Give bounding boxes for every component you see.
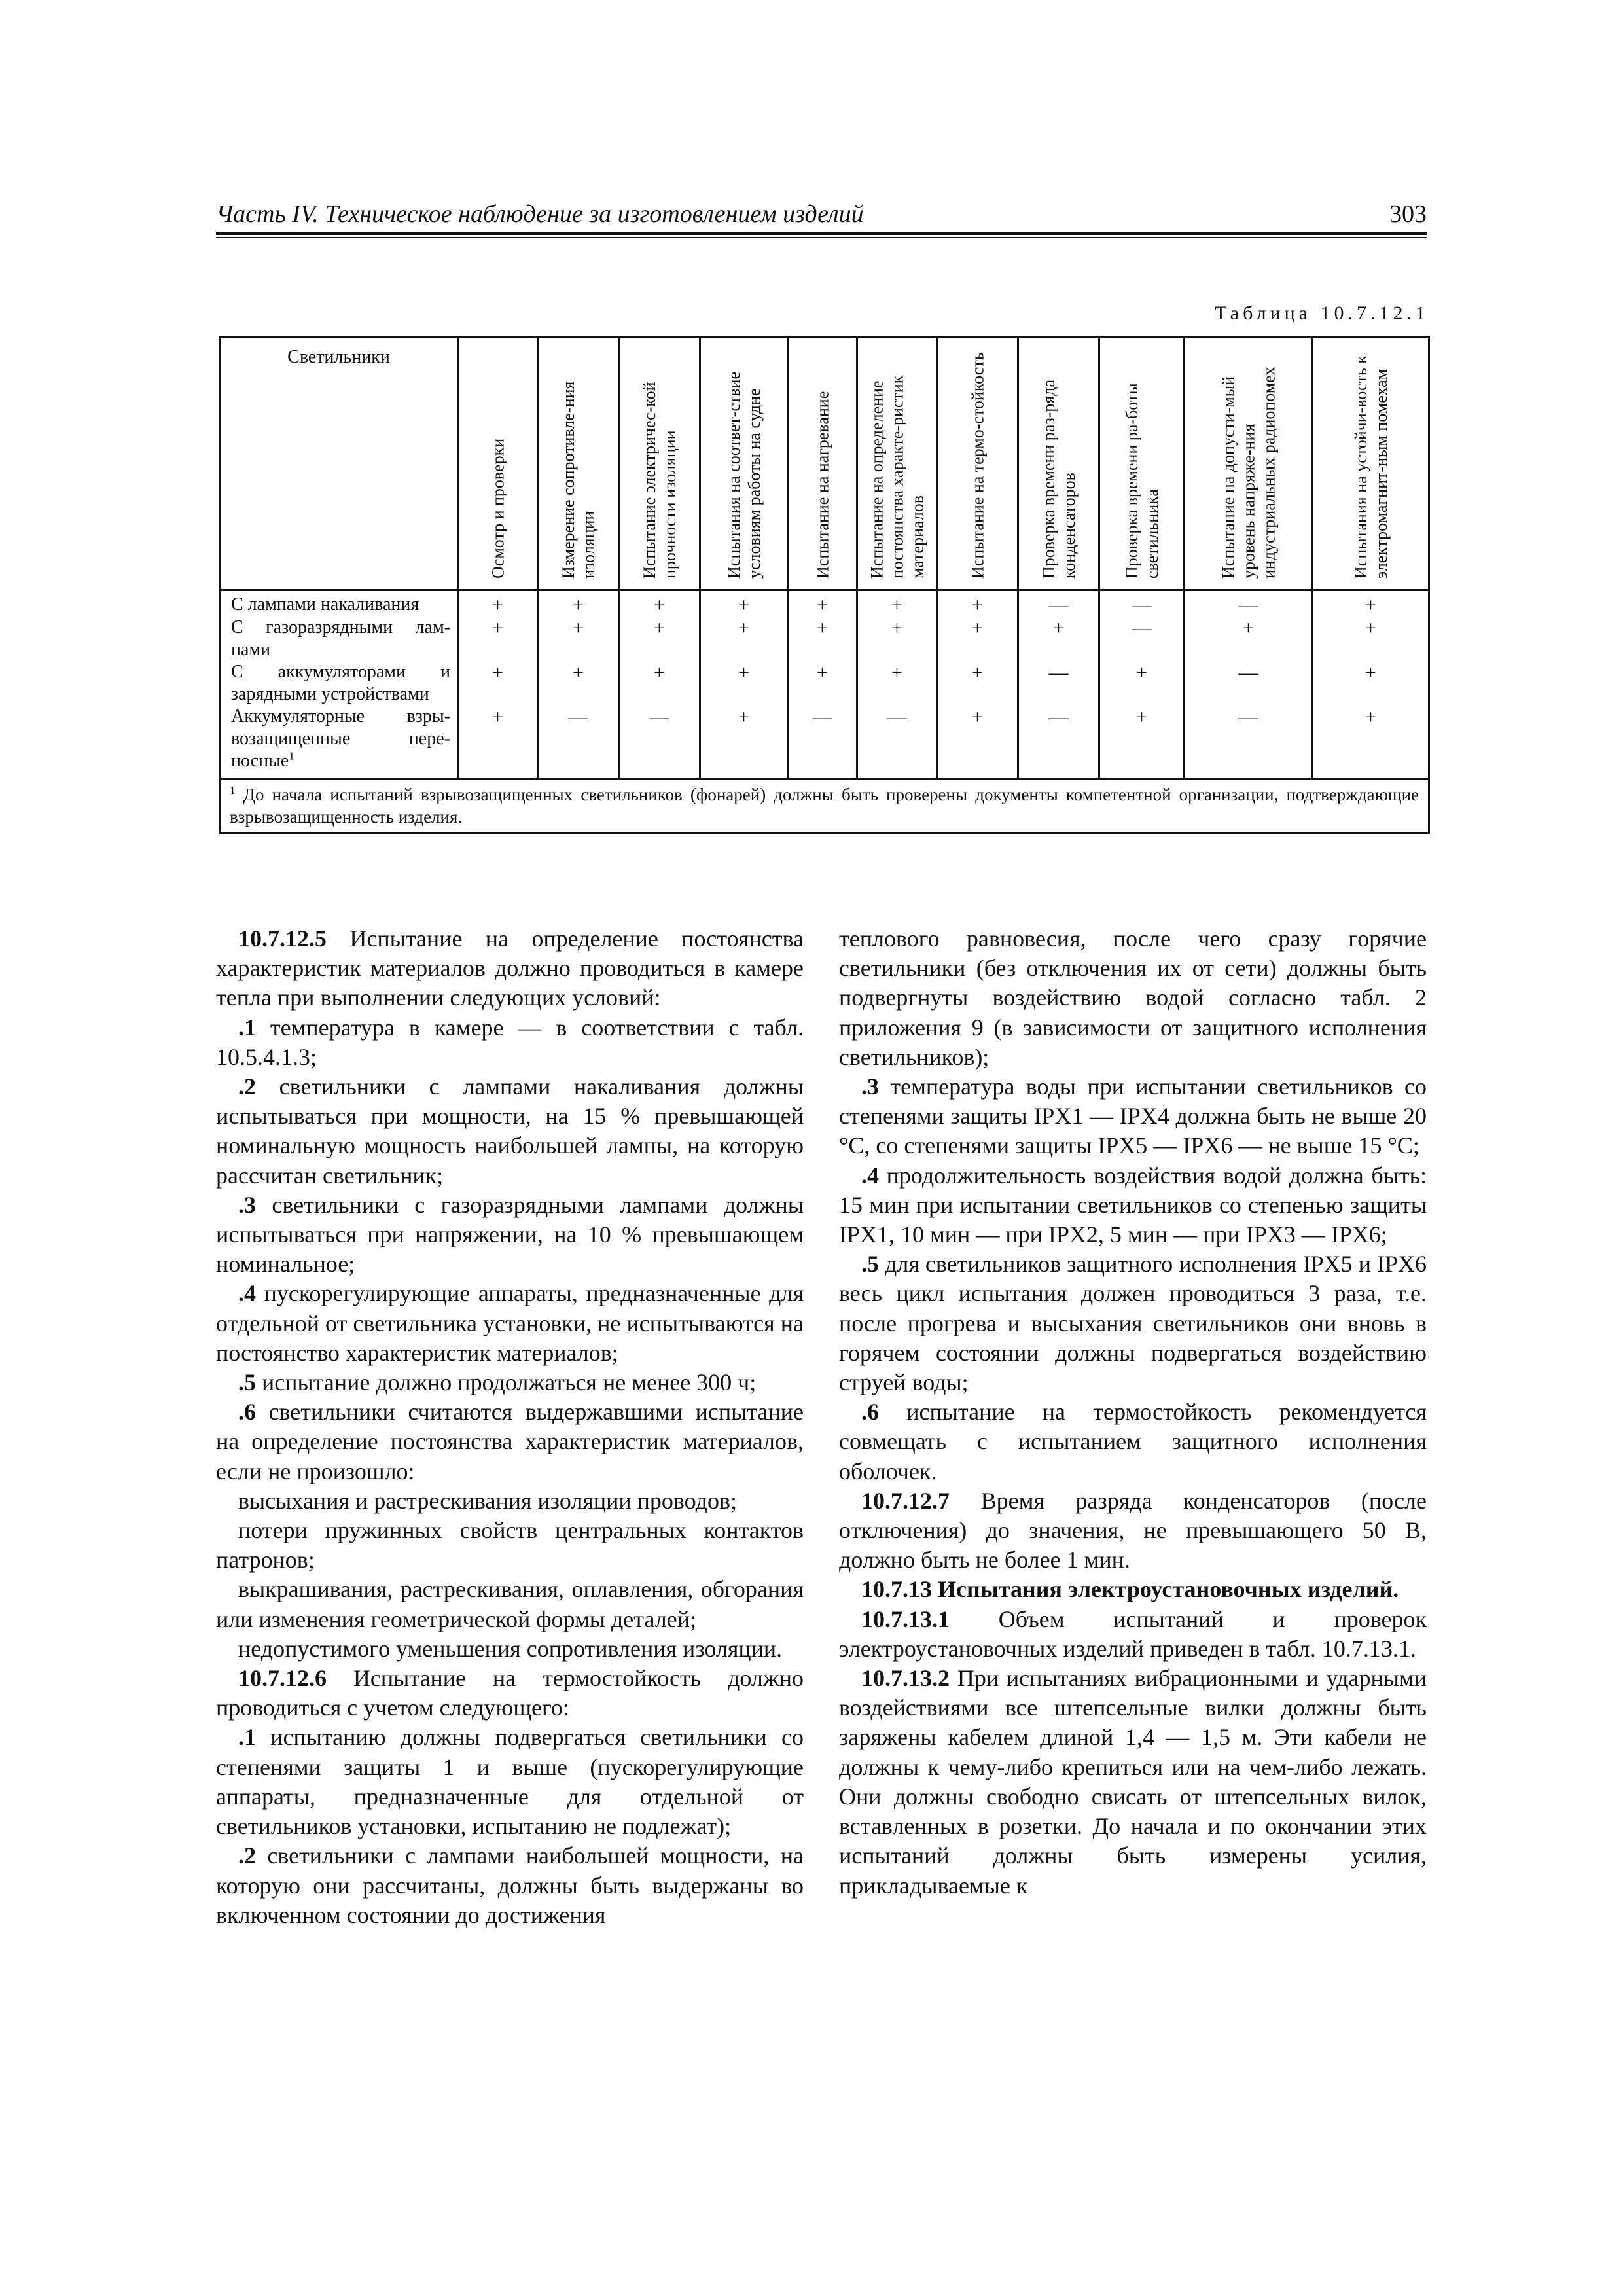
table-cell: + — [1313, 590, 1429, 617]
paragraph-text: Время разряда конденсаторов (после отключения) до значения, не превышающего 50 В, должно быть не более 1 мин. — [839, 1487, 1427, 1573]
table-cell: — — [1099, 590, 1185, 617]
column-header — [458, 337, 538, 590]
column-header — [1185, 337, 1313, 590]
paragraph — [216, 1397, 804, 1486]
column-header — [1313, 337, 1429, 590]
table-cell: + — [788, 661, 857, 706]
table-cell: + — [937, 590, 1018, 617]
paragraph-number: 10.7.12.7 — [861, 1487, 950, 1514]
paragraph-text: испытание должно продолжаться не менее 300 ч; — [256, 1369, 757, 1396]
table-cell: + — [1313, 706, 1429, 779]
paragraph-text: светильники с лампами накаливания должны испытываться при мощности, на 15 % превышающей номинальную мощность наибольшей лампы, на которую рассчитан светильник; — [216, 1073, 804, 1189]
paragraph-text: высыхания и растрескивания изоляции проводов; — [238, 1487, 737, 1514]
paragraph-number: 10.7.13.2 — [861, 1665, 950, 1692]
table-cell: — — [1185, 661, 1313, 706]
paragraph-text: испытанию должны подвергаться светильники со степенями защиты 1 и выше (пускорегулирующие аппараты, предназначенные для отдельной от светильников установки, испытанию не подлежат); — [216, 1724, 804, 1840]
table-cell: — — [619, 706, 700, 779]
table-caption: Таблица 10.7.12.1 — [1215, 302, 1429, 324]
footnote-text: До начала испытаний взрывозащищенных светильников (фонарей) должны быть проверены документы компетентной организации, подтверждающие взрывозащищенность изделия. — [230, 785, 1419, 827]
column-header-label: Испытание на нагревание — [813, 391, 832, 579]
row-label — [220, 661, 458, 706]
page-number: 303 — [1389, 200, 1427, 228]
row-label — [220, 617, 458, 661]
table-cell: + — [700, 590, 788, 617]
paragraph — [216, 1841, 804, 1930]
paragraph-number: .2 — [238, 1842, 256, 1869]
table-cell: — — [538, 706, 619, 779]
table-row — [220, 706, 1429, 779]
column-header-label: Испытание на определение постоянства характе-ристик материалов — [867, 375, 927, 579]
footnote-ref: 1 — [289, 749, 294, 762]
column-header — [619, 337, 700, 590]
column-header-label: Проверка времени раз-ряда конденсаторов — [1039, 379, 1079, 579]
paragraph-text: пускорегулирующие аппараты, предназначенные для отдельной от светильника установки, не испытываются на постоянство характеристик материалов; — [216, 1280, 804, 1366]
table-cell: + — [458, 661, 538, 706]
paragraph-text: выкрашивания, растрескивания, оплавления, обгорания или изменения геометрической формы деталей; — [216, 1576, 804, 1632]
footnote-mark: 1 — [230, 784, 236, 797]
paragraph — [839, 1605, 1427, 1664]
table-cell: + — [700, 661, 788, 706]
paragraph — [839, 1486, 1427, 1575]
table-cell: + — [538, 590, 619, 617]
paragraph — [216, 1723, 804, 1841]
table-cell: + — [1313, 661, 1429, 706]
paragraph-text: светильники с газоразрядными лампами должны испытываться при напряжении, на 10 % превышающем номинальное; — [216, 1191, 804, 1278]
paragraph-text: светильники считаются выдержавшими испытание на определение постоянства характеристик материалов, если не произошло: — [216, 1399, 804, 1484]
table-cell: + — [1313, 617, 1429, 661]
paragraph — [839, 1397, 1427, 1486]
table-cell: + — [619, 661, 700, 706]
table-cell: — — [788, 706, 857, 779]
table-cell: + — [619, 590, 700, 617]
column-header — [538, 337, 619, 590]
row-label-text: Аккумуляторные взры-возащищенные пере-носные — [231, 706, 450, 771]
column-header-label: Испытания на устойчи-вость к электромагнит-ным помехам — [1351, 355, 1391, 579]
paragraph — [216, 1634, 804, 1664]
table-cell: + — [1018, 617, 1099, 661]
table-cell: — — [857, 706, 937, 779]
paragraph — [839, 1575, 1427, 1604]
table-cell: + — [788, 590, 857, 617]
column-header — [857, 337, 937, 590]
table-cell: — — [1185, 706, 1313, 779]
paragraph — [216, 1191, 804, 1280]
column-header — [700, 337, 788, 590]
table-cell: + — [458, 617, 538, 661]
paragraph-number: .6 — [861, 1399, 879, 1426]
header-rule-thick — [216, 232, 1427, 235]
paragraph-number: .5 — [238, 1369, 256, 1396]
table-cell: — — [1018, 661, 1099, 706]
paragraph-number: .4 — [861, 1162, 879, 1189]
paragraph — [216, 924, 804, 1013]
table-row — [220, 661, 1429, 706]
luminaires-test-table — [219, 336, 1430, 834]
paragraph-number: 10.7.13.1 — [861, 1605, 950, 1632]
table-cell: — — [1185, 590, 1313, 617]
paragraph — [839, 1072, 1427, 1161]
table-cell: — — [1018, 706, 1099, 779]
paragraph-text: потери пружинных свойств центральных контактов патронов; — [216, 1517, 804, 1573]
paragraph — [839, 924, 1427, 1072]
paragraph-number: .1 — [238, 1724, 256, 1751]
text-column-right — [839, 924, 1427, 1901]
column-header-label: Испытание на допусти-мый уровень напряже-ния индустриальных радиопомех — [1219, 367, 1278, 579]
paragraph-number: 10.7.12.6 — [238, 1665, 327, 1692]
paragraph-number: .2 — [238, 1073, 256, 1100]
paragraph-text: Испытание на определение постоянства характеристик материалов должно проводиться в камере тепла при выполнении следующих условий: — [216, 925, 804, 1011]
table-cell: + — [857, 617, 937, 661]
row-label-text: С аккумуляторами и зарядными устройствами — [231, 662, 450, 704]
paragraph-number: .1 — [238, 1014, 256, 1041]
table-cell: + — [857, 661, 937, 706]
table-cell: + — [937, 661, 1018, 706]
column-header-label: Осмотр и проверки — [488, 438, 507, 579]
column-header-label: Проверка времени ра-боты светильника — [1122, 383, 1162, 579]
paragraph-text: недопустимого уменьшения сопротивления изоляции. — [238, 1635, 783, 1662]
paragraph — [839, 1249, 1427, 1397]
column-header-label: Испытание на термо-стойкость — [968, 352, 987, 579]
column-header-label: Испытания на соответ-ствие условиям работы на судне — [724, 371, 764, 579]
header-rule-thin — [216, 237, 1427, 238]
paragraph-text: теплового равновесия, после чего сразу горячие светильники (без отключения их от сети) должны быть подвергнуты воздействию водой согласно табл. 2 приложения 9 (в зависимости от защитного исполнения светильников); — [839, 925, 1427, 1070]
paragraph-number: .6 — [238, 1399, 256, 1426]
paragraph-text: При испытаниях вибрационными и ударными воздействиями все штепсельные вилки должны быть заряжены кабелем длиной 1,4 — 1,5 м. Эти кабели не должны к чему-либо крепиться или на чем-либо лежать. Они должны свободно свисать от штепсельных вилок, вставленных в розетки. До начала и по окончании этих испытаний должны быть измерены усилия, прикладываемые к — [839, 1665, 1427, 1899]
column-header — [788, 337, 857, 590]
table-cell: — — [1099, 617, 1185, 661]
paragraph-number: .3 — [861, 1073, 879, 1100]
table-cell: + — [937, 706, 1018, 779]
paragraph-number: 10.7.12.5 — [238, 925, 327, 952]
table-cell: + — [458, 706, 538, 779]
table-row — [220, 617, 1429, 661]
paragraph-number: 10.7.13 Испытания электроустановочных изделий. — [861, 1576, 1399, 1603]
paragraph — [839, 1161, 1427, 1250]
row-label — [220, 706, 458, 779]
paragraph-text: температура воды при испытании светильников со степенями защиты IPX1 — IPX4 должна быть не выше 20 °С, со степенями защиты IPX5 — IPX6 — не выше 15 °С; — [839, 1073, 1427, 1159]
text-column-left — [216, 924, 804, 1930]
row-label-text: С лампами накаливания — [231, 594, 419, 615]
table-cell: + — [1099, 706, 1185, 779]
column-header-label: Испытание электричес-кой прочности изоляции — [639, 382, 679, 579]
table-cell: + — [619, 617, 700, 661]
paragraph — [216, 1575, 804, 1634]
table-cell: + — [788, 617, 857, 661]
table-cell: + — [1185, 617, 1313, 661]
table-cell: — — [1018, 590, 1099, 617]
table-cell: + — [538, 617, 619, 661]
paragraph — [216, 1368, 804, 1397]
paragraph-text: температура в камере — в соответствии с табл. 10.5.4.1.3; — [216, 1014, 804, 1070]
table-cell: + — [458, 590, 538, 617]
table-corner-header: Светильники — [220, 337, 458, 590]
column-header — [937, 337, 1018, 590]
paragraph-text: Объем испытаний и проверок электроустановочных изделий приведен в табл. 10.7.13.1. — [839, 1605, 1427, 1662]
paragraph — [216, 1516, 804, 1575]
paragraph-number: .3 — [238, 1191, 256, 1218]
paragraph — [216, 1664, 804, 1723]
column-header — [1018, 337, 1099, 590]
paragraph-text: испытание на термостойкость рекомендуется совмещать с испытанием защитного исполнения оболочек. — [839, 1399, 1427, 1484]
paragraph-text: светильники с лампами наибольшей мощности, на которую они рассчитаны, должны быть выдержаны во включенном состоянии до достижения — [216, 1842, 804, 1928]
column-header-label: Измерение сопротивле-ния изоляции — [558, 381, 598, 579]
table-cell: + — [538, 661, 619, 706]
table-cell: + — [700, 617, 788, 661]
paragraph-text: продолжительность воздействия водой должна быть: 15 мин при испытании светильников со степенью защиты IPX1, 10 мин — при IPX2, 5 мин — при IPX3 — IPX6; — [839, 1162, 1427, 1248]
column-header — [1099, 337, 1185, 590]
paragraph — [216, 1072, 804, 1191]
paragraph-number: .4 — [238, 1280, 256, 1307]
table-row — [220, 590, 1429, 617]
row-label — [220, 590, 458, 617]
running-header-title: Часть IV. Техническое наблюдение за изготовлением изделий — [216, 200, 864, 228]
running-header — [216, 198, 1427, 230]
paragraph — [216, 1279, 804, 1368]
table-cell: + — [700, 706, 788, 779]
paragraph — [839, 1664, 1427, 1901]
paragraph-text: для светильников защитного исполнения IPX5 и IPX6 весь цикл испытания должен проводиться 3 раза, т.е. после прогрева и высыхания светильников они вновь в горячем состоянии должны подвергаться воздействию струей воды; — [839, 1251, 1427, 1396]
table-cell: + — [1099, 661, 1185, 706]
paragraph — [216, 1486, 804, 1516]
row-label-text: С газоразрядными лам-пами — [231, 617, 450, 660]
paragraph-text: Испытание на термостойкость должно проводиться с учетом следующего: — [216, 1665, 804, 1721]
paragraph-number: .5 — [861, 1251, 879, 1278]
table-cell: + — [937, 617, 1018, 661]
table-footnote — [220, 779, 1429, 833]
table-cell: + — [857, 590, 937, 617]
paragraph — [216, 1013, 804, 1072]
